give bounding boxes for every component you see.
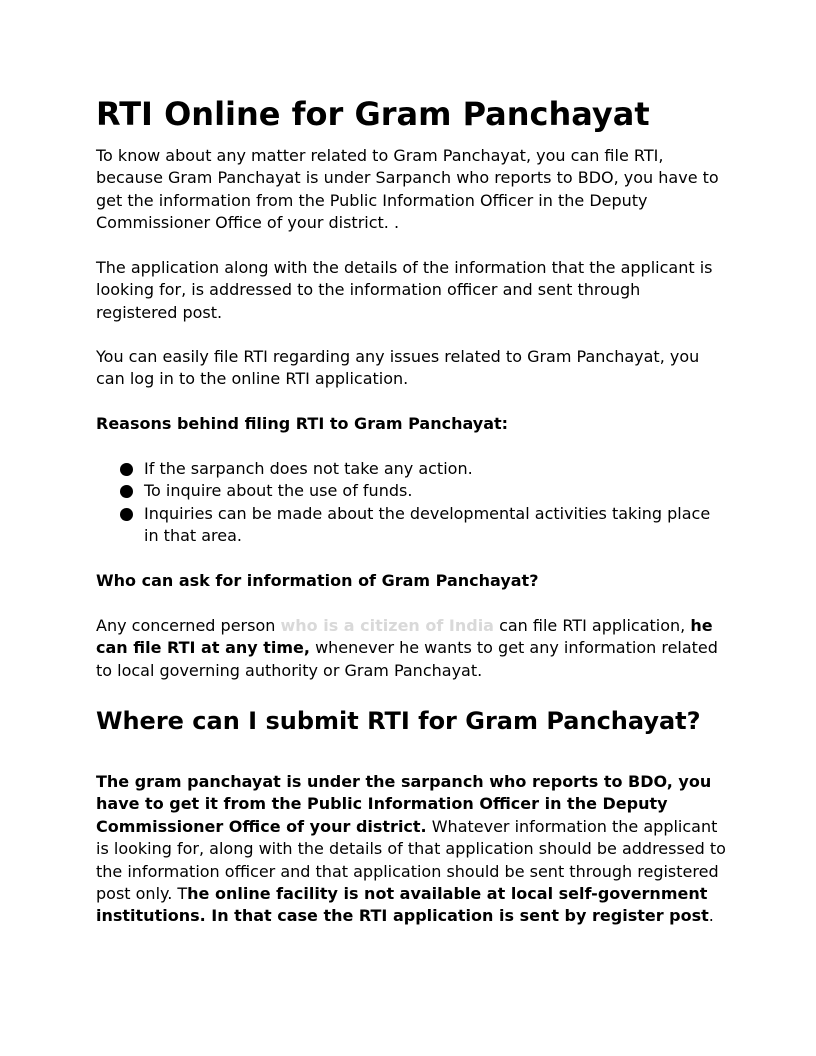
- list-item: [96, 480, 726, 502]
- intro-paragraph-3: You can easily file RTI regarding any issues related to Gram Panchayat, you can log in to the online RTI application.: [96, 347, 700, 389]
- who-text-mid: can file RTI application,: [493, 616, 691, 635]
- who-paragraph: [96, 615, 726, 682]
- who-heading: Who can ask for information of Gram Panchayat?: [96, 571, 539, 590]
- bullet-icon: [120, 508, 133, 521]
- where-text-2: .: [708, 906, 714, 926]
- intro-paragraph-2: The application along with the details of the information that the applicant is looking for, is addressed to the information officer and sent through registered post.: [96, 258, 713, 322]
- where-text-1: Whatever information the applicant is looking for, along with the details of that application should be addressed to the information officer and that application should be sent through registered post only. T: [96, 816, 726, 904]
- who-text-end: whenever he wants to get any information related to local governing authority or Gram Panchayat.: [96, 638, 718, 680]
- intro-paragraph-1: To know about any matter related to Gram Panchayat, you can file RTI, because Gram Panchayat is under Sarpanch who reports to BDO, you have to get the information from the Public Information Officer in the Deputy Commissioner Office of your district. .: [96, 146, 719, 233]
- where-paragraph: [96, 771, 726, 928]
- reasons-heading: Reasons behind filing RTI to Gram Panchayat:: [96, 414, 509, 433]
- who-citizen-text: who is a citizen of India: [280, 616, 494, 635]
- list-item: [96, 503, 726, 548]
- list-item: [96, 458, 726, 480]
- list-item-text: If the sarpanch does not take any action.: [144, 459, 473, 478]
- where-bold-text-2: he online facility is not available at local self-government institutions. In that case the RTI application is sent by register post: [96, 884, 709, 926]
- bullet-icon: [120, 485, 133, 498]
- where-heading: Where can I submit RTI for Gram Panchayat?: [96, 707, 701, 735]
- reasons-list: [96, 458, 726, 548]
- list-item-text: To inquire about the use of funds.: [144, 481, 413, 501]
- who-bold-text: he can file RTI at any time,: [96, 616, 713, 658]
- bullet-icon: [120, 463, 133, 476]
- list-item-text: Inquiries can be made about the developmental activities taking place in that area.: [144, 503, 711, 546]
- who-text-start: Any concerned person: [96, 616, 281, 635]
- where-bold-text-1: The gram panchayat is under the sarpanch who reports to BDO, you have to get it from the Public Information Officer in the Deputy Commissioner Office of your district.: [96, 772, 712, 836]
- page-title: RTI Online for Gram Panchayat: [96, 95, 650, 133]
